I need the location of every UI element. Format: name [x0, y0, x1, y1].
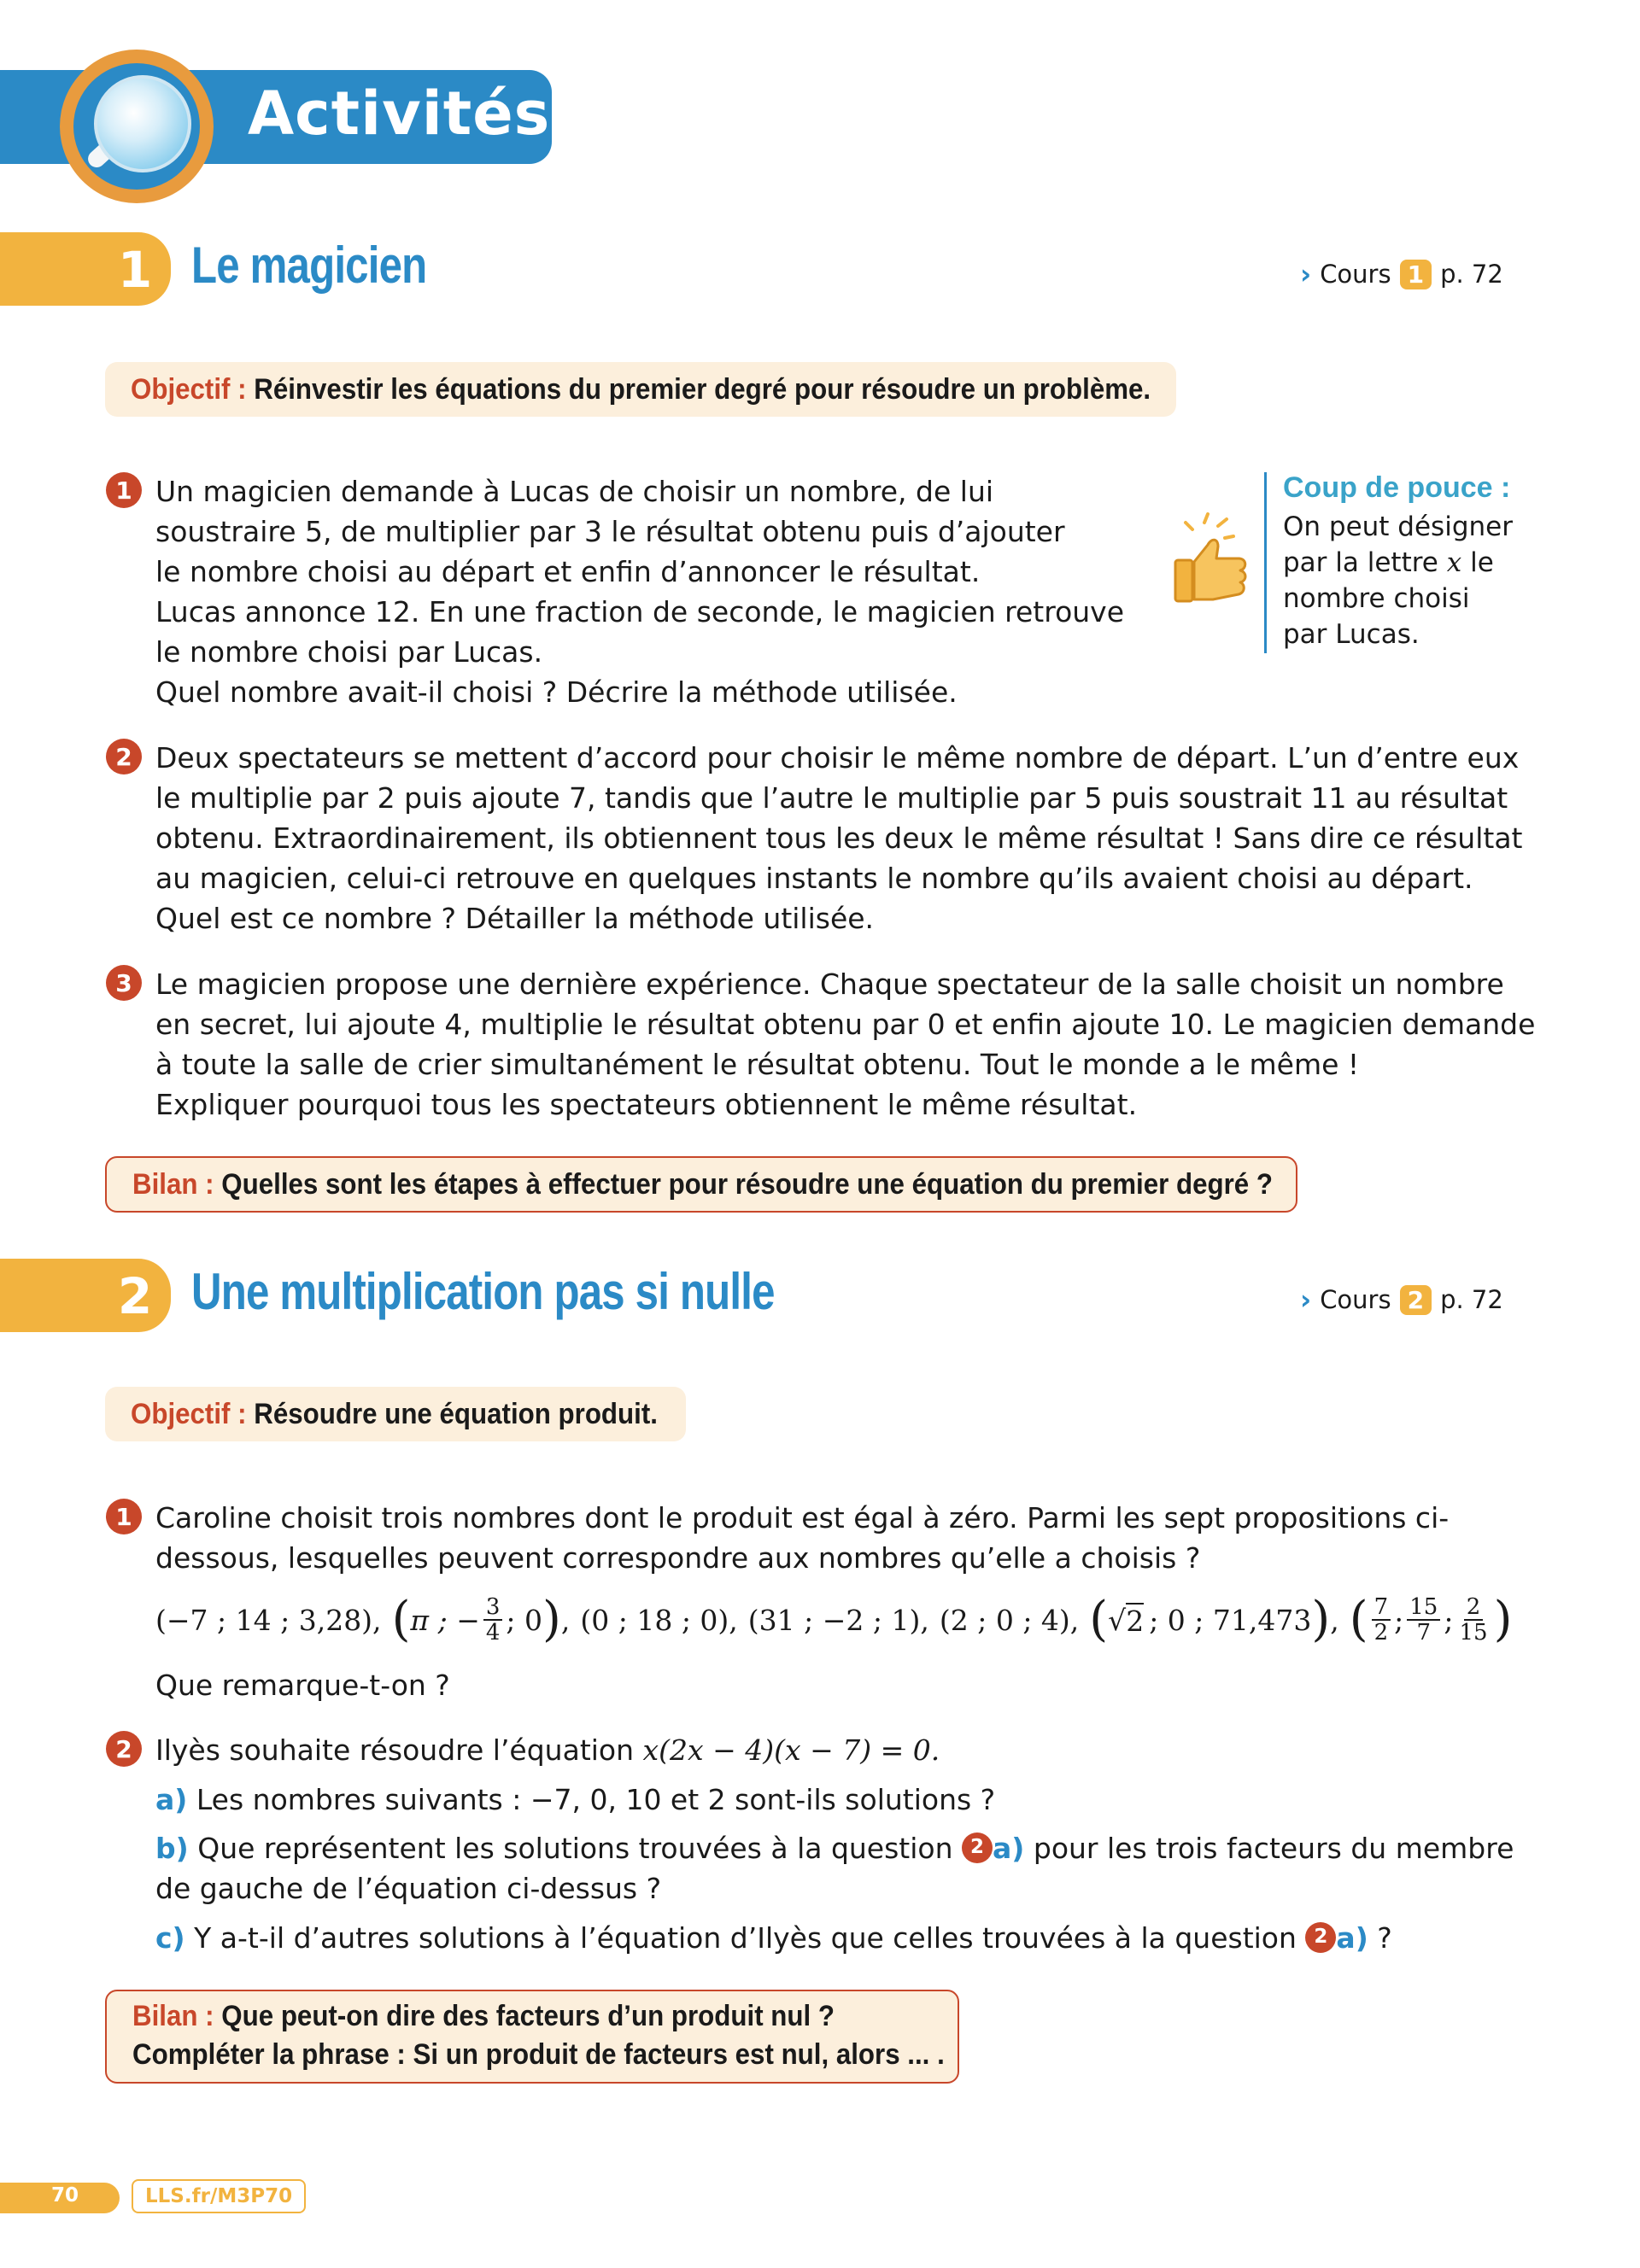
- paren-close: ): [542, 1592, 561, 1647]
- text-line: dessous, lesquelles peuvent correspondre aux nombres qu’elle a choisis ?: [155, 1541, 1201, 1575]
- chevron-right-icon: ›: [1300, 1283, 1312, 1316]
- tuple-2-end: ; 0: [506, 1603, 543, 1637]
- paren-close: ): [1493, 1592, 1513, 1647]
- cours-label: Cours: [1320, 1285, 1391, 1314]
- text-line: Expliquer pourquoi tous les spectateurs obtiennent le même résultat.: [155, 1088, 1138, 1121]
- section-2-title: Une multiplication pas si nulle: [191, 1263, 775, 1320]
- tuple-6-rest: ; 0 ; 71,473: [1149, 1603, 1312, 1637]
- fraction-7-2: [1372, 1595, 1391, 1645]
- fraction-3-4: [483, 1595, 503, 1645]
- tuple-2-start: π ; −: [410, 1603, 480, 1637]
- text-line: au magicien, celui-ci retrouve en quelques instants le nombre qu’ils avaient choisi au départ.: [155, 862, 1473, 895]
- question-1-text: [155, 1498, 1449, 1578]
- text-line: Le magicien propose une dernière expérience. Chaque spectateur de la salle choisit un nombre: [155, 967, 1504, 1001]
- frac-num: 2: [1464, 1595, 1484, 1621]
- part-b-text: pour les trois facteurs du membre: [1033, 1832, 1514, 1865]
- cours-page: p. 72: [1440, 1285, 1503, 1314]
- question-2-text: [155, 738, 1522, 938]
- text-line: en secret, lui ajoute 4, multiplie le résultat obtenu par 0 et enfin ajoute 10. Le magicien demande: [155, 1008, 1536, 1041]
- text-line: le nombre choisi au départ et enfin d’annoncer le résultat.: [155, 555, 981, 588]
- text-line: par Lucas.: [1283, 619, 1420, 650]
- question-ref-letter: a): [1336, 1921, 1368, 1955]
- section-1-number: 1: [117, 241, 153, 299]
- fraction-15-7: [1407, 1595, 1440, 1645]
- text-line: par la lettre: [1283, 547, 1438, 578]
- section-1-title: Le magicien: [191, 237, 427, 294]
- objectif-box-1: [105, 362, 1176, 417]
- frac-num: 7: [1372, 1595, 1391, 1621]
- cours-badge: 2: [1400, 1285, 1432, 1315]
- coup-de-pouce-rule: [1264, 472, 1267, 653]
- page-title: Activités: [248, 79, 551, 149]
- comma: ,: [1330, 1603, 1339, 1637]
- question-2b: [155, 1828, 1514, 1909]
- objectif-text: Réinvestir les équations du premier degré pour résoudre un problème.: [254, 372, 1151, 406]
- question-ref-badge: 2: [1305, 1922, 1336, 1953]
- tuple-1: (−7 ; 14 ; 3,28),: [155, 1603, 382, 1637]
- paren-open: (: [391, 1592, 411, 1647]
- text-line: Caroline choisit trois nombres dont le produit est égal à zéro. Parmi les sept propositions ci-: [155, 1501, 1450, 1534]
- fraction-2-15: [1456, 1595, 1490, 1645]
- text-line: obtenu. Extraordinairement, ils obtiennent tous les deux le même résultat ! Sans dire ce résultat: [155, 821, 1523, 855]
- bilan-text: Compléter la phrase : Si un produit de facteurs est nul, alors ... .: [132, 2038, 945, 2071]
- magnifier-glass: [94, 75, 191, 172]
- text-line: le multiplie par 2 puis ajoute 7, tandis que l’autre le multiplie par 5 puis soustrait 11 au résultat: [155, 781, 1508, 815]
- paren-close: ): [1311, 1592, 1331, 1647]
- frac-num: 15: [1407, 1595, 1440, 1621]
- tuple-3: (0 ; 18 ; 0),: [580, 1603, 738, 1637]
- text-line: Lucas annonce 12. En une fraction de seconde, le magicien retrouve: [155, 595, 1125, 628]
- sqrt-icon: √: [1108, 1603, 1127, 1637]
- cours-label: Cours: [1320, 260, 1391, 289]
- question-3-text: [155, 964, 1535, 1125]
- frac-den: 7: [1416, 1620, 1432, 1645]
- thumbs-up-icon: [1168, 511, 1254, 606]
- cours-link-2[interactable]: [1300, 1283, 1503, 1316]
- part-b-text: Que représentent les solutions trouvées à la question: [197, 1832, 953, 1865]
- bilan-box-1: [105, 1156, 1297, 1213]
- frac-den: 4: [485, 1620, 501, 1645]
- text-line: Quel est ce nombre ? Détailler la méthode utilisée.: [155, 902, 875, 935]
- tuple-5: (2 ; 0 ; 4),: [939, 1603, 1080, 1637]
- question-number-3: 3: [106, 965, 142, 1001]
- page-number: 70: [51, 2184, 79, 2207]
- question-number-2: 2: [106, 739, 142, 775]
- coup-de-pouce-title: Coup de pouce :: [1283, 471, 1511, 504]
- text-line: Quel nombre avait-il choisi ? Décrire la méthode utilisée.: [155, 675, 958, 709]
- question-ref-letter: a): [993, 1832, 1025, 1865]
- part-a-text: Les nombres suivants : −7, 0, 10 et 2 sont-ils solutions ?: [196, 1783, 996, 1816]
- lls-link[interactable]: LLS.fr/M3P70: [132, 2179, 306, 2213]
- coup-de-pouce-text: [1283, 509, 1513, 652]
- cours-badge: 1: [1400, 260, 1432, 289]
- cours-page: p. 72: [1440, 260, 1503, 289]
- remark-text: Que remarque-t-on ?: [155, 1669, 450, 1702]
- question-ref-badge: 2: [962, 1833, 993, 1863]
- separator: ;: [1394, 1603, 1404, 1637]
- text-line: nombre choisi: [1283, 583, 1470, 614]
- intro-text: Ilyès souhaite résoudre l’équation: [155, 1733, 635, 1767]
- text-line: Deux spectateurs se mettent d’accord pour choisir le même nombre de départ. L’un d’entre eux: [155, 741, 1520, 775]
- text-line: Un magicien demande à Lucas de choisir un nombre, de lui: [155, 475, 994, 508]
- section-2-number: 2: [117, 1267, 153, 1325]
- question-number-1: 1: [106, 472, 142, 508]
- question-2a: [155, 1780, 995, 1820]
- text-line: à toute la salle de crier simultanément le résultat obtenu. Tout le monde a le même !: [155, 1048, 1360, 1081]
- objectif-text: Résoudre une équation produit.: [254, 1397, 658, 1430]
- frac-num: 3: [483, 1595, 503, 1621]
- bilan-label: Bilan :: [132, 1167, 214, 1201]
- part-b-label: b): [155, 1832, 189, 1865]
- question-mark: ?: [1377, 1921, 1392, 1955]
- tuple-4: (31 ; −2 ; 1),: [747, 1603, 929, 1637]
- frac-den: 2: [1374, 1620, 1389, 1645]
- bilan-text: Que peut-on dire des facteurs d’un produit nul ?: [221, 2000, 835, 2032]
- chevron-right-icon: ›: [1300, 258, 1312, 290]
- sqrt-value: 2: [1126, 1604, 1145, 1638]
- frac-den: 15: [1459, 1620, 1488, 1645]
- question-2-intro: [155, 1730, 940, 1770]
- part-c-text: Y a-t-il d’autres solutions à l’équation d’Ilyès que celles trouvées à la question: [194, 1921, 1297, 1955]
- cours-link-1[interactable]: [1300, 258, 1503, 290]
- question-1-text: [155, 471, 1124, 712]
- text-line: On peut désigner: [1283, 511, 1513, 542]
- objectif-label: Objectif :: [131, 372, 247, 406]
- text-line: soustraire 5, de multiplier par 3 le résultat obtenu puis d’ajouter: [155, 515, 1065, 548]
- part-b-text: de gauche de l’équation ci-dessus ?: [155, 1872, 662, 1905]
- question-2c: [155, 1918, 1392, 1958]
- part-c-label: c): [155, 1921, 185, 1955]
- question-number-1: 1: [106, 1499, 142, 1534]
- text-line: le nombre choisi par Lucas.: [155, 635, 543, 669]
- question-number-2: 2: [106, 1731, 142, 1767]
- objectif-label: Objectif :: [131, 1397, 247, 1430]
- part-a-label: a): [155, 1783, 188, 1816]
- equation: x(2x − 4)(x − 7) = 0.: [642, 1733, 940, 1767]
- bilan-label: Bilan :: [132, 2000, 214, 2032]
- tuples-line: [155, 1590, 1512, 1650]
- bilan-text: Quelles sont les étapes à effectuer pour résoudre une équation du premier degré ?: [221, 1167, 1273, 1201]
- paren-open: (: [1349, 1592, 1368, 1647]
- text-line: le: [1470, 547, 1494, 578]
- objectif-box-2: [105, 1387, 686, 1441]
- comma: ,: [560, 1603, 571, 1637]
- paren-open: (: [1089, 1592, 1109, 1647]
- separator: ;: [1444, 1603, 1454, 1637]
- variable-x: x: [1446, 547, 1462, 578]
- bilan-box-2: [105, 1990, 959, 2084]
